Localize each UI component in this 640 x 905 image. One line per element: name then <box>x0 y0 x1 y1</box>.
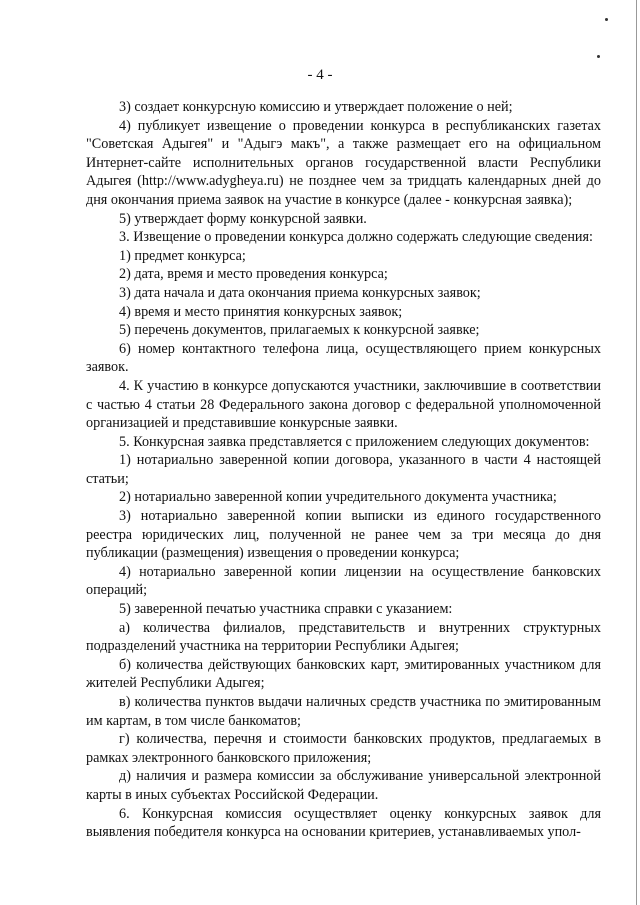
paragraph: 4) нотариально заверенной копии лицензии на осуществление банковских операций; <box>86 563 601 599</box>
paragraph: б) количества действующих банковских карт, эмитированных участником для жителей Республики Адыгея; <box>86 656 601 692</box>
paragraph: г) количества, перечня и стоимости банковских продуктов, предлагаемых в рамках электронного банковского приложения; <box>86 731 601 766</box>
paragraph: 4) время и место принятия конкурсных заявок; <box>119 303 403 320</box>
paragraph: 5) утверждает форму конкурсной заявки. <box>119 210 367 227</box>
paragraph: 2) нотариально заверенной копии учредительного документа участника; <box>119 489 557 506</box>
paragraph: в) количества пунктов выдачи наличных средств участника по эмитированным им картам, в том числе банкоматов; <box>86 694 601 729</box>
paragraph: 2) дата, время и место проведения конкурса; <box>119 266 388 283</box>
paragraph: 3. Извещение о проведении конкурса должно содержать следующие сведения: <box>119 229 593 246</box>
paragraph: а) количества филиалов, представительств и внутренних структурных подразделений участника на территории Республики Адыгея; <box>86 619 601 655</box>
paragraph: 3) создает конкурсную комиссию и утверждает положение о ней; <box>119 99 513 115</box>
paragraph: 4. К участию в конкурсе допускаются участники, заключившие в соответствии с частью 4 статьи 28 Федерального закона договор с федеральной уполномоченной организацией и представившие конкурсные заявки. <box>86 377 601 432</box>
document-body <box>86 98 601 842</box>
paragraph: 6. Конкурсная комиссия осуществляет оценку конкурсных заявок для выявления победителя конкурса на основании критериев, устанавливаемых упол- <box>86 805 601 841</box>
paragraph: 5. Конкурсная заявка представляется с приложением следующих документов: <box>119 433 590 450</box>
paragraph: 1) предмет конкурса; <box>119 247 246 264</box>
paragraph: 5) перечень документов, прилагаемых к конкурсной заявке; <box>119 322 480 339</box>
scan-speck <box>597 55 600 58</box>
paragraph: 6) номер контактного телефона лица, осуществляющего прием конкурсных заявок. <box>86 340 601 376</box>
paragraph: 3) дата начала и дата окончания приема конкурсных заявок; <box>119 284 481 301</box>
scan-edge-line <box>636 0 637 905</box>
paragraph: 5) заверенной печатью участника справки с указанием: <box>119 601 453 618</box>
scan-speck <box>605 18 608 21</box>
paragraph: д) наличия и размера комиссии за обслуживание универсальной электронной карты в иных субъектах Российской Федерации. <box>86 768 601 803</box>
paragraph: 1) нотариально заверенной копии договора, указанного в части 4 настоящей статьи; <box>86 452 601 487</box>
paragraph: 3) нотариально заверенной копии выписки из единого государственного реестра юридических лиц, полученной не ранее чем за три месяца до дня публикации (размещения) извещения о проведении конкурса; <box>86 508 601 562</box>
paragraph: 4) публикует извещение о проведении конкурса в республиканских газетах "Советская Адыгея" и "Адыгэ макъ", а также размещает его на официальном Интернет-сайте исполнительных органов государственной власти Республики Адыгея (http://www.adygheya.ru) не позднее чем за тридцать календарных дней до дня окончания приема заявок на участие в конкурсе (далее - конкурсная заявка); <box>86 117 601 208</box>
page-number: - 4 - <box>307 67 333 83</box>
